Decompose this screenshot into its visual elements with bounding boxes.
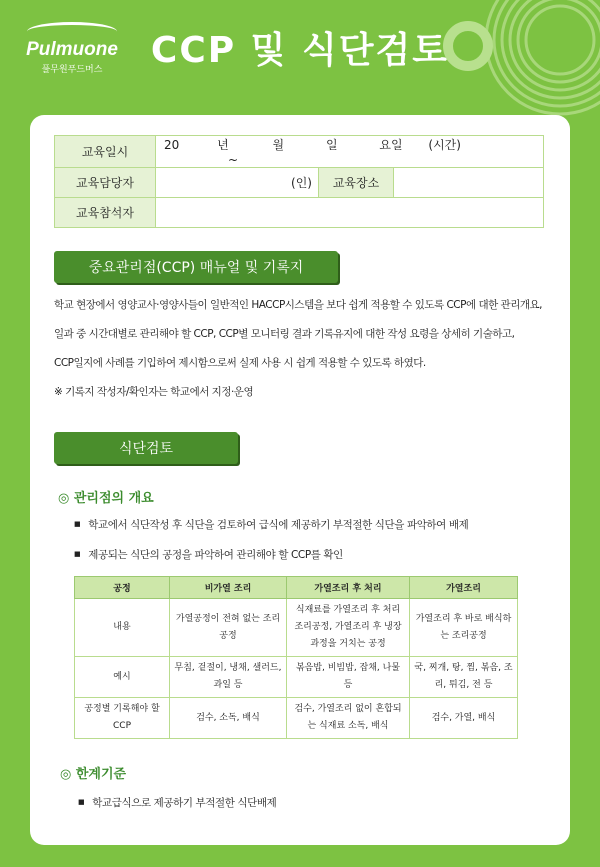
concentric-circles-icon [480, 0, 600, 120]
logo-sub: 풀무원푸드머스 [41, 65, 103, 75]
overview-bullet: ■ 제공되는 식단의 공정을 파악하여 관리해야 할 CCP를 확인 [74, 547, 343, 562]
table-header: 가열조리 후 처리 [287, 577, 410, 599]
table-header: 공정 [75, 577, 170, 599]
section-menu-review-title: 식단검토 [54, 432, 238, 464]
date-field[interactable]: 20 년 월 일 요일 (시간) ~ [156, 136, 544, 168]
para-line: 학교 현장에서 영양교사·영양사들이 일반적인 HACCP시스템을 보다 쉽게 적용할 수 있도록 CCP에 대한 관리개요, [54, 299, 542, 311]
pulmuone-logo [22, 22, 122, 75]
ccp-description [54, 291, 554, 407]
ccp-process-table [74, 576, 518, 739]
place-field[interactable] [394, 168, 544, 198]
logo-name: Pulmuone [26, 39, 118, 60]
page-title: CCP 및 식단검토 [150, 30, 450, 71]
table-header: 가열조리 [410, 577, 518, 599]
date-label: 교육일시 [55, 136, 156, 168]
overview-heading: ◎ 관리점의 개요 [58, 491, 154, 506]
ring-icon [440, 18, 496, 74]
table-row: 공정별 기록해야 할 CCP 검수, 소독, 배식 검수, 가열조리 없이 혼합되는 식재료 소독, 배식 검수, 가열, 배식 [75, 698, 518, 739]
seal-mark: (인) [291, 176, 312, 190]
para-line: 일과 중 시간대별로 관리해야 할 CCP, CCP별 모니터링 결과 기록유지에 대한 작성 요령을 상세히 기술하고, [54, 328, 515, 340]
attendee-field[interactable] [156, 198, 544, 228]
overview-bullet: ■ 학교에서 식단작성 후 식단을 검토하여 급식에 제공하기 부적절한 식단을 파악하여 배제 [74, 517, 468, 532]
place-label: 교육장소 [319, 168, 394, 198]
limit-bullet: ■ 학교급식으로 제공하기 부적절한 식단배제 [78, 795, 276, 810]
para-line: CCP일지에 사례를 기입하여 제시함으로써 실제 사용 시 쉽게 적용할 수 있도록 하였다. [54, 357, 426, 369]
manager-field[interactable] [156, 168, 319, 198]
content-card [30, 115, 570, 845]
section-ccp-title: 중요관리점(CCP) 매뉴얼 및 기록지 [54, 251, 338, 283]
education-info-table [54, 135, 544, 228]
table-row: 예시 무침, 겉절이, 냉채, 샐러드, 과일 등 볶음밥, 비빔밥, 잡채, 나물 등 국, 찌개, 탕, 찜, 볶음, 조리, 튀김, 전 등 [75, 657, 518, 698]
table-row: 내용 가열공정이 전혀 없는 조리공정 식재료를 가열조리 후 처리 조리공정, 가열조리 후 냉장과정을 거치는 공정 가열조리 후 바로 배식하는 조리공정 [75, 599, 518, 657]
para-line: ※ 기록지 작성자/확인자는 학교에서 지정·운영 [54, 386, 254, 398]
limit-heading: ◎ 한계기준 [60, 767, 127, 782]
table-header: 비가열 조리 [170, 577, 287, 599]
attendee-label: 교육참석자 [55, 198, 156, 228]
manager-label: 교육담당자 [55, 168, 156, 198]
